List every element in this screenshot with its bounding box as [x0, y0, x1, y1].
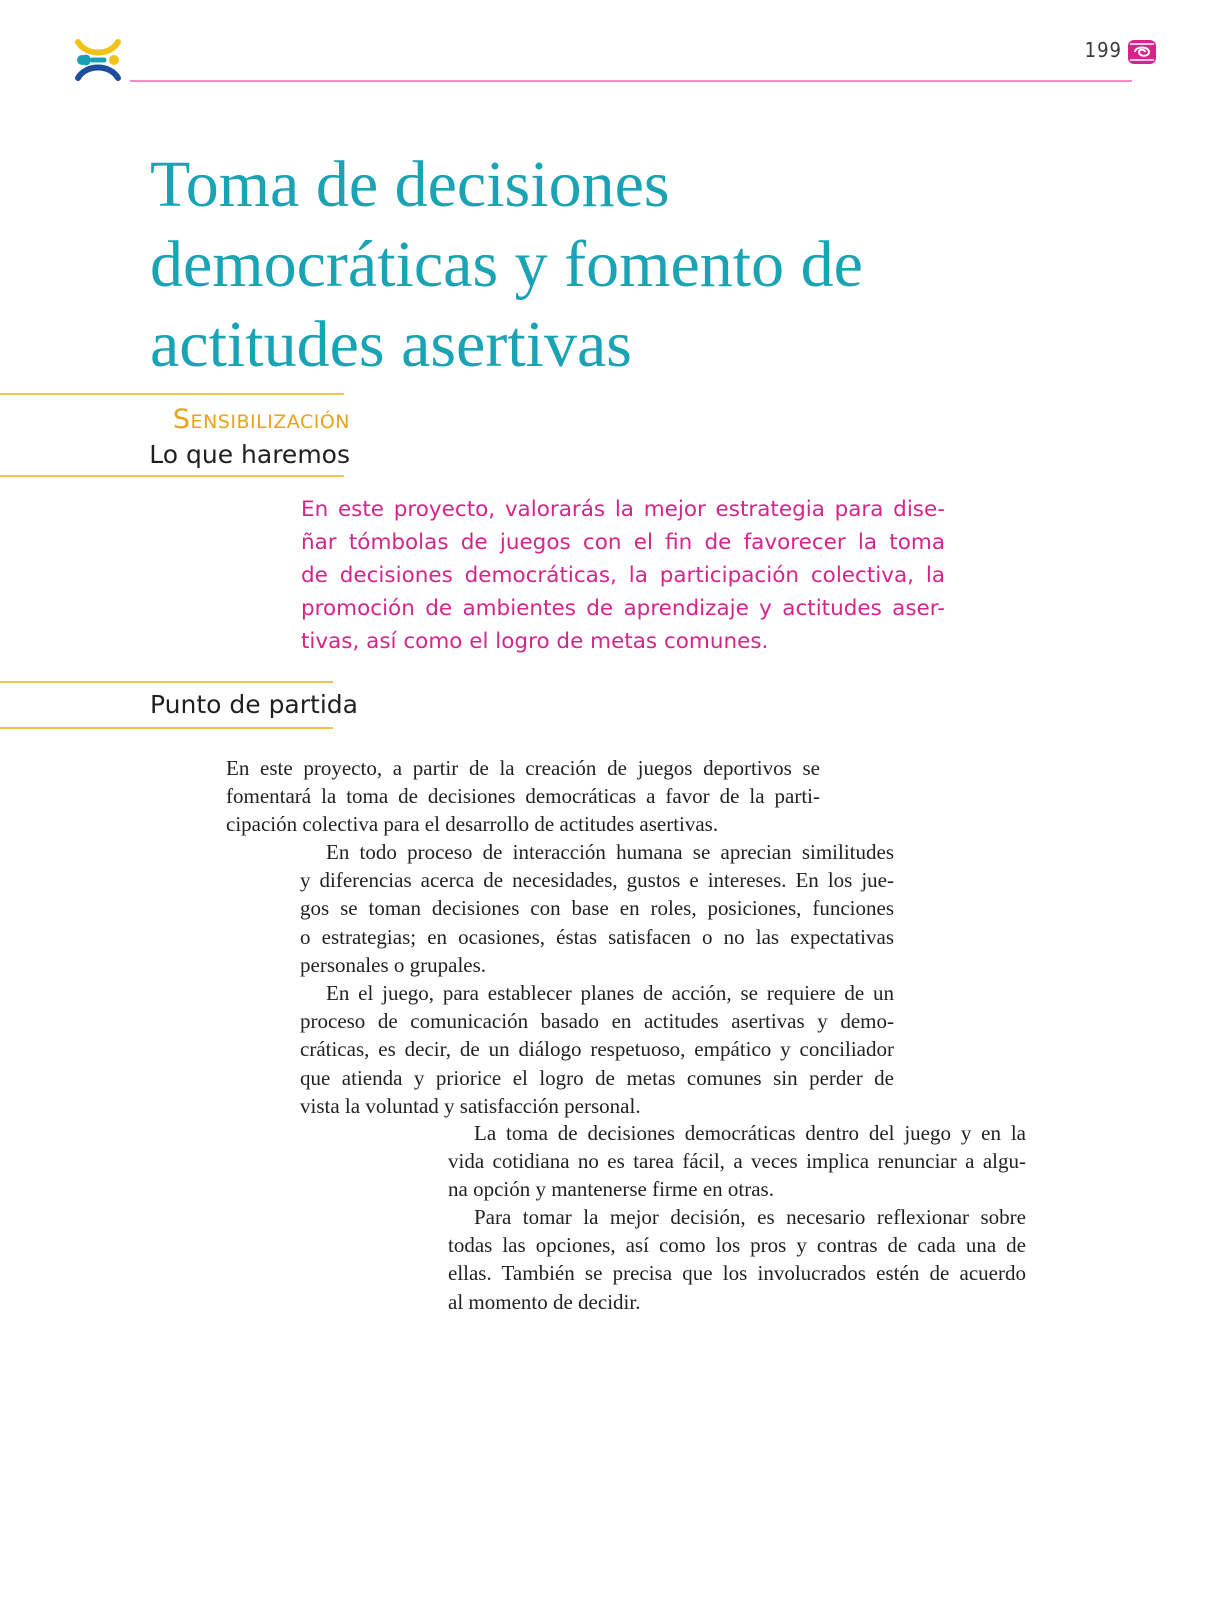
- body-line: Para tomar la mejor decisión, es necesario reflexionar sobre: [474, 1205, 1026, 1229]
- body-line: vida cotidiana no es tarea fácil, a veces implica renunciar a algu-: [448, 1149, 1026, 1174]
- page-title: [150, 145, 970, 385]
- body-line: fomentará la toma de decisiones democráticas a favor de la parti-: [226, 784, 820, 809]
- title-line: actitudes asertivas: [150, 308, 632, 381]
- section-subtitle: Lo que haremos: [149, 440, 350, 469]
- intro-line: de decisiones democráticas, la participación colectiva, la: [301, 563, 945, 588]
- body-line: La toma de decisiones democráticas dentro del juego y en la: [474, 1121, 1026, 1145]
- body-line: personales o grupales.: [300, 952, 487, 977]
- section-label: Sensibilización: [172, 404, 350, 435]
- punto-de-partida-label: Punto de partida: [150, 690, 358, 719]
- intro-line: ñar tómbolas de juegos con el fin de favorecer la toma: [301, 530, 945, 555]
- header-rule: [130, 80, 1132, 82]
- body-line: y diferencias acerca de necesidades, gustos e intereses. En los jue-: [300, 868, 894, 893]
- page-number: 199: [1084, 38, 1122, 62]
- body-line: proceso de comunicación basado en actitudes asertivas y demo-: [300, 1009, 894, 1034]
- body-line: En todo proceso de interacción humana se aprecian similitudes: [326, 840, 894, 864]
- body-line: que atienda y priorice el logro de metas comunes sin perder de: [300, 1065, 894, 1090]
- body-line: al momento de decidir.: [448, 1289, 641, 1314]
- intro-line: tivas, así como el logro de metas comunes.: [301, 629, 769, 654]
- body-paragraph-3: [300, 979, 894, 1120]
- spiral-glyph-icon: [1126, 36, 1158, 68]
- title-line: democráticas y fomento de: [150, 228, 863, 301]
- body-line: todas las opciones, así como los pros y contras de cada una de: [448, 1233, 1026, 1258]
- section-rule-top: [0, 393, 344, 395]
- pp-rule-top: [0, 681, 333, 683]
- body-line: gos se toman decisiones con base en roles, posiciones, funciones: [300, 896, 894, 921]
- intro-line: En este proyecto, valorarás la mejor estrategia para dise-: [301, 497, 945, 522]
- body-line: vista la voluntad y satisfacción personal.: [300, 1093, 641, 1118]
- body-paragraph-2: [300, 838, 894, 979]
- body-line: En el juego, para establecer planes de acción, se requiere de un: [326, 981, 894, 1005]
- body-line: ellas. También se precisa que los involucrados estén de acuerdo: [448, 1261, 1026, 1286]
- pp-rule-bottom: [0, 727, 333, 729]
- body-line: o estrategias; en ocasiones, éstas satisfacen o no las expectativas: [300, 924, 894, 949]
- body-line: na opción y mantenerse firme en otras.: [448, 1177, 774, 1202]
- body-line: cipación colectiva para el desarrollo de actitudes asertivas.: [226, 812, 719, 837]
- title-line: Toma de decisiones: [150, 148, 670, 221]
- body-paragraph-4: [448, 1119, 1026, 1204]
- body-line: cráticas, es decir, de un diálogo respetuoso, empático y conciliador: [300, 1037, 894, 1062]
- intro-text: [301, 493, 945, 658]
- section-rule-bottom: [0, 475, 344, 477]
- crossing-figures-icon: [72, 34, 124, 86]
- body-paragraph-1: [226, 754, 820, 839]
- body-line: En este proyecto, a partir de la creación de juegos deportivos se: [226, 756, 820, 780]
- body-paragraph-5: [448, 1203, 1026, 1316]
- intro-line: promoción de ambientes de aprendizaje y actitudes aser-: [301, 596, 945, 621]
